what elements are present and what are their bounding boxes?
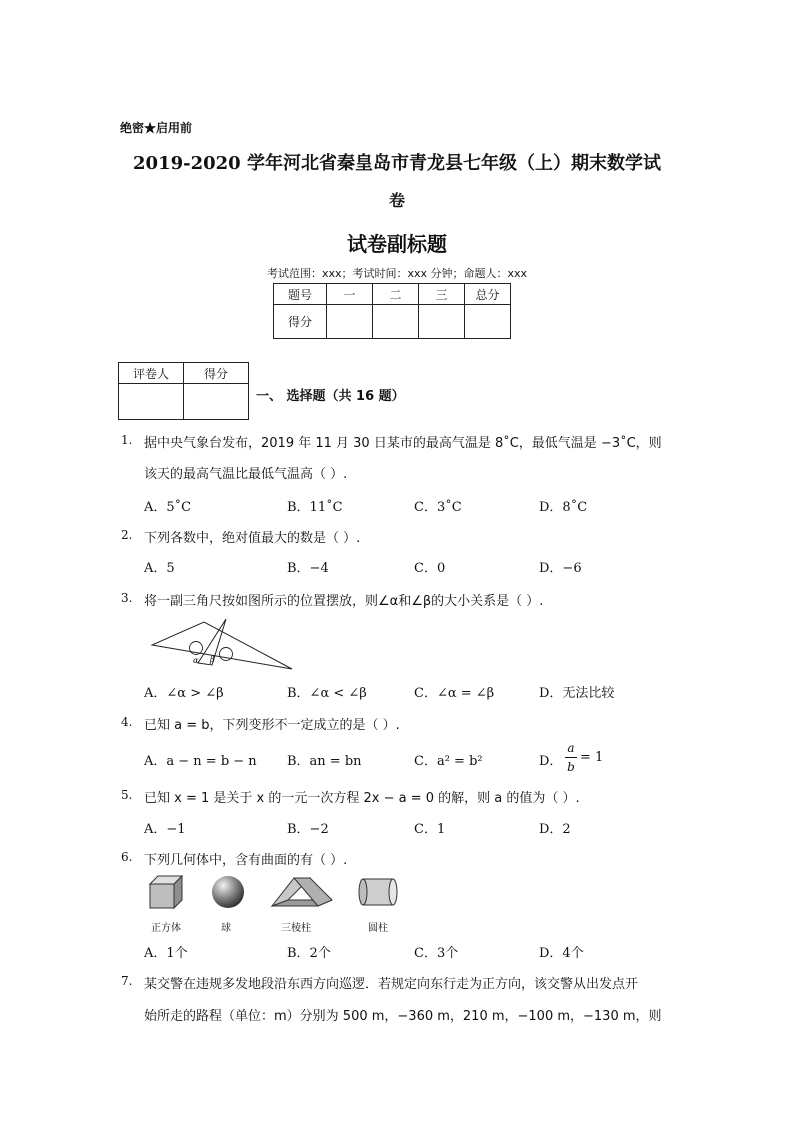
option: D．无法比较	[539, 686, 615, 701]
option: A．a − n = b − n	[144, 754, 257, 769]
option: B．−2	[287, 822, 329, 837]
fraction-equals: = 1	[580, 750, 604, 765]
section-heading: 一、 选择题（共 16 题）	[256, 389, 405, 404]
option: B．an = bn	[287, 754, 362, 769]
score-header-cell: 二	[373, 284, 419, 305]
question-text: 始所走的路程（单位：m）分别为 500 m，−360 m，210 m，−100 m，−130 m，则	[144, 1009, 662, 1024]
fraction-denominator: b	[567, 760, 575, 774]
question-number: 7.	[121, 974, 133, 988]
option: C．a² = b²	[414, 754, 483, 769]
alpha-label: α	[193, 656, 199, 665]
fraction-numerator: a	[567, 741, 575, 755]
shape-caption: 球	[221, 923, 231, 934]
option: D．8˚C	[539, 500, 588, 515]
cube-icon	[148, 874, 186, 910]
fraction-bar	[565, 757, 577, 758]
confidential-label: 绝密★启用前	[120, 121, 193, 135]
shape-caption: 三棱柱	[281, 923, 311, 934]
option: B．−4	[287, 561, 329, 576]
grader-header-cell: 评卷人	[119, 363, 184, 384]
exam-info: 考试范围：xxx；考试时间：xxx 分钟；命题人：xxx	[266, 267, 528, 280]
question-number: 2.	[121, 528, 133, 542]
score-cell	[373, 305, 419, 339]
shape-caption: 圆柱	[368, 923, 388, 934]
score-table	[273, 283, 511, 339]
question-text: 下列各数中，绝对值最大的数是（ ）.	[144, 531, 361, 546]
option: C．∠α = ∠β	[414, 686, 495, 701]
grader-cell	[119, 384, 184, 420]
option: D．	[539, 754, 563, 769]
triangle-rulers-figure	[150, 617, 298, 673]
option: C．3˚C	[414, 500, 462, 515]
question-number: 1.	[121, 433, 133, 447]
option: D．2	[539, 822, 571, 837]
triangular-prism-icon	[270, 876, 336, 908]
exam-title-continued: 卷	[388, 191, 405, 210]
question-text: 下列几何体中，含有曲面的有（ ）.	[144, 853, 348, 868]
question-number: 6.	[121, 850, 133, 864]
shape-caption: 正方体	[151, 923, 181, 934]
score-header-cell: 一	[327, 284, 373, 305]
score-row-label: 得分	[274, 305, 327, 339]
option: A．−1	[144, 822, 186, 837]
option: D．−6	[539, 561, 582, 576]
question-text: 将一副三角尺按如图所示的位置摆放，则∠α和∠β的大小关系是（ ）.	[144, 594, 544, 609]
score-cell	[419, 305, 465, 339]
option: B．11˚C	[287, 500, 343, 515]
question-text: 据中央气象台发布，2019 年 11 月 30 日某市的最高气温是 8˚C，最低气温是 −3˚C，则	[144, 436, 662, 451]
question-text: 已知 x = 1 是关于 x 的一元一次方程 2x − a = 0 的解，则 a 的值为（ ）.	[144, 791, 580, 806]
cylinder-icon	[357, 876, 401, 908]
option: B．∠α < ∠β	[287, 686, 367, 701]
exam-title: 2019-2020 学年河北省秦皇岛市青龙县七年级（上）期末数学试	[133, 153, 661, 174]
question-text: 该天的最高气温比最低气温高（ ）.	[144, 467, 348, 482]
grader-table	[118, 362, 249, 420]
option: B．2个	[287, 946, 331, 961]
option: A．5	[144, 561, 175, 576]
question-number: 3.	[121, 591, 133, 605]
score-header-cell: 总分	[465, 284, 511, 305]
question-number: 5.	[121, 788, 133, 802]
grader-cell	[184, 384, 249, 420]
sphere-icon	[210, 874, 246, 910]
score-header-cell: 三	[419, 284, 465, 305]
option: D．4个	[539, 946, 584, 961]
score-cell	[465, 305, 511, 339]
question-text: 已知 a = b，下列变形不一定成立的是（ ）.	[144, 718, 400, 733]
option: A．1个	[144, 946, 188, 961]
option: C．1	[414, 822, 446, 837]
beta-label: β	[210, 655, 215, 664]
option: A．∠α > ∠β	[144, 686, 224, 701]
option: C．3个	[414, 946, 459, 961]
grader-header-cell: 得分	[184, 363, 249, 384]
score-cell	[327, 305, 373, 339]
question-text: 某交警在违规多发地段沿东西方向巡逻．若规定向东行走为正方向，该交警从出发点开	[144, 977, 639, 992]
question-number: 4.	[121, 715, 133, 729]
exam-subtitle: 试卷副标题	[347, 232, 447, 256]
option: A．5˚C	[144, 500, 192, 515]
score-header-cell: 题号	[274, 284, 327, 305]
option: C．0	[414, 561, 446, 576]
